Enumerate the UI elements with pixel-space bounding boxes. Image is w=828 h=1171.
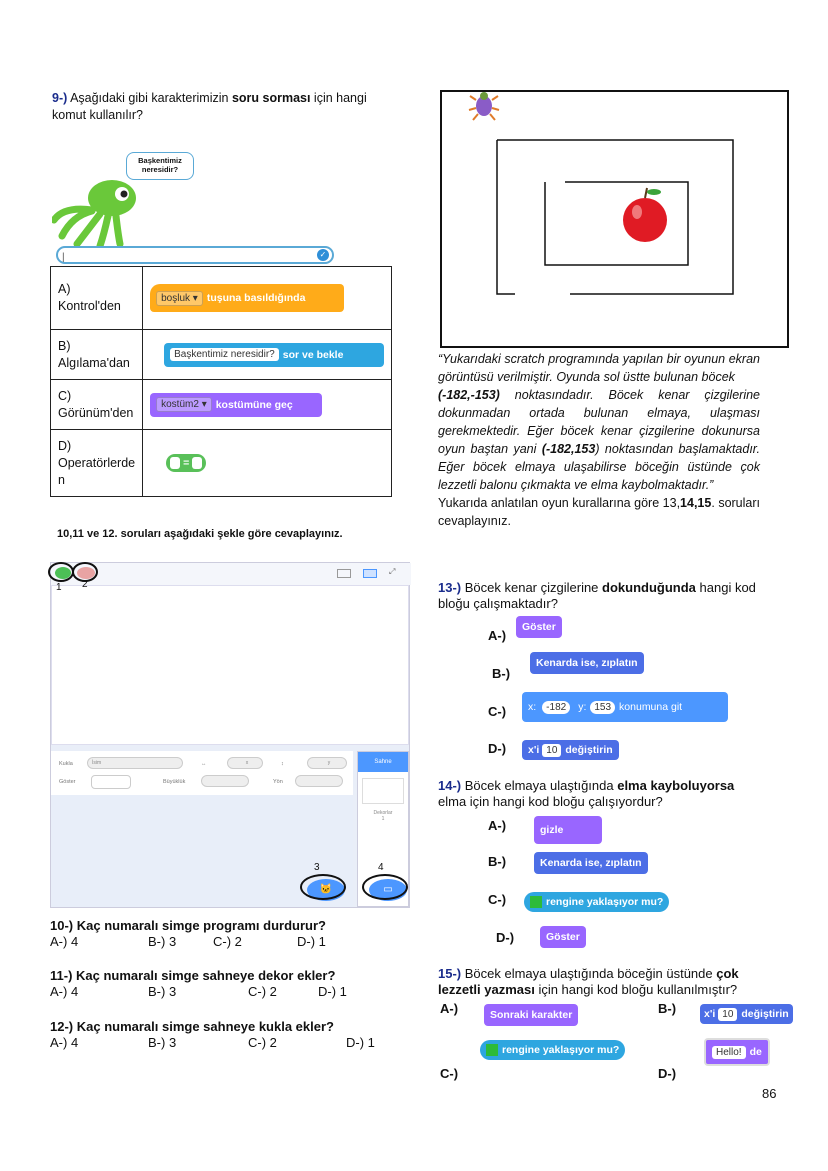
scratch-stage-screenshot: [50, 562, 410, 908]
q11-option-c[interactable]: C-) 2: [248, 984, 277, 999]
q12-option-c[interactable]: C-) 2: [248, 1035, 277, 1050]
q11-option-b[interactable]: B-) 3: [148, 984, 177, 999]
change-value[interactable]: 10: [718, 1008, 737, 1021]
q14-c-label: C-): [488, 892, 507, 907]
when-key-pressed-block[interactable]: [150, 284, 344, 312]
block-text: =: [183, 457, 190, 469]
marker-circle-3: [300, 874, 346, 900]
block-prefix: x'i: [704, 1008, 716, 1020]
marker-circle-1: [48, 562, 74, 582]
y-input[interactable]: y: [307, 757, 347, 769]
option-a-block-cell: [143, 267, 392, 330]
direction-input[interactable]: [295, 775, 343, 787]
marker-4: 4: [378, 862, 384, 873]
marker-circle-4: [362, 874, 408, 900]
speech-bubble: Başkentimiz neresidir?: [126, 152, 194, 180]
x-label: x:: [528, 701, 537, 713]
option-a-label: A) Kontrol'den: [51, 267, 143, 330]
show-block[interactable]: Göster: [516, 616, 562, 638]
section-title: 10,11 ve 12. soruları aşağıdaki şekle göre cevaplayınız.: [57, 528, 343, 540]
hide-block[interactable]: gizle: [534, 816, 602, 844]
q11-option-a[interactable]: A-) 4: [50, 984, 79, 999]
q11-option-d[interactable]: D-) 1: [318, 984, 347, 999]
stage-thumbnail[interactable]: [362, 778, 404, 804]
small-stage-icon[interactable]: [337, 569, 351, 578]
bounce-on-edge-block[interactable]: Kenarda ise, zıplatın: [534, 852, 648, 874]
direction-label: Yön: [273, 779, 283, 785]
q10-option-c[interactable]: C-) 2: [213, 934, 242, 949]
q14-a-label: A-): [488, 818, 507, 833]
y-label: y:: [578, 701, 587, 713]
option-c-label: C) Görünüm'den: [51, 380, 143, 430]
show-block[interactable]: Göster: [540, 926, 586, 948]
q12-option-b[interactable]: B-) 3: [148, 1035, 177, 1050]
option-b-label: B) Algılama'dan: [51, 330, 143, 380]
color-swatch[interactable]: [486, 1044, 498, 1056]
x-input[interactable]: x: [227, 757, 263, 769]
block-tail: değiştirin: [565, 744, 613, 756]
q9-question: 9-) Aşağıdaki gibi karakterimizin soru sorması için hangi komut kullanılır?: [52, 91, 367, 122]
option-d-block-cell: [143, 430, 392, 497]
q13-a-label: A-): [488, 628, 507, 643]
go-to-xy-block[interactable]: [522, 692, 728, 722]
y-arrows-icon: ↕: [281, 761, 284, 767]
q13-d-label: D-): [488, 741, 507, 756]
q12-option-a[interactable]: A-) 4: [50, 1035, 79, 1050]
game-description: “Yukarıdaki scratch programında yapılan bir oyunun ekran görüntüsü verilmiştir. Oyunda sol üstte bulunan böcek (-182,-153) noktasındadır. Böcek kenar çizgilerine dokunmadan ortada bulunan elmaya, ulaşması gerekmektedir. Eğer böcek kenar çizgilerine dokunursa oyun baştan yani (-182,153) noktasından başlamaktadır. Eğer böcek elmaya ulaşabilirse böceğin üstünde çok lezzetli balonu çıkmakta ve elma kaybolmaktadır.” Yukarıda anlatılan oyun kurallarına göre 13,14,15. soruları cevaplayınız.: [438, 352, 760, 528]
block-prefix: x'i: [528, 744, 540, 756]
color-swatch[interactable]: [530, 896, 542, 908]
q15-c-label: C-): [440, 1066, 459, 1081]
change-x-block[interactable]: [522, 740, 619, 760]
q15-a-label: A-): [440, 1001, 459, 1016]
change-value[interactable]: 10: [542, 744, 561, 757]
touching-color-block[interactable]: [524, 892, 669, 912]
check-icon[interactable]: ✓: [317, 249, 329, 261]
say-value[interactable]: Hello!: [712, 1046, 746, 1059]
block-text: rengine yaklaşıyor mu?: [502, 1044, 620, 1056]
change-x-block[interactable]: [700, 1004, 793, 1024]
next-costume-block[interactable]: Sonraki karakter: [484, 1004, 578, 1026]
x-value[interactable]: -182: [542, 701, 570, 714]
visibility-toggle[interactable]: [91, 775, 131, 789]
sprite-name-input[interactable]: İsim: [87, 757, 183, 769]
marker-1: 1: [56, 582, 62, 593]
q10-option-b[interactable]: B-) 3: [148, 934, 177, 949]
say-block[interactable]: [704, 1038, 770, 1066]
operand-right[interactable]: [192, 457, 202, 469]
block-tail: değiştirin: [741, 1008, 789, 1020]
normal-stage-icon[interactable]: [363, 569, 377, 578]
option-b-block-cell: [143, 330, 392, 380]
backdrops-label: Dekorlar: [373, 810, 393, 816]
show-label: Göster: [59, 779, 76, 785]
q11-question: 11-) Kaç numaralı simge sahneye dekor ekler?: [50, 968, 336, 983]
q9-options-table: [50, 266, 392, 497]
q10-option-a[interactable]: A-) 4: [50, 934, 79, 949]
block-text: rengine yaklaşıyor mu?: [546, 896, 664, 908]
q13-question: 13-) Böcek kenar çizgilerine dokunduğunda hangi kod bloğu çalışmaktadır?: [438, 580, 756, 611]
input-caret: |: [62, 252, 65, 263]
ask-and-wait-block[interactable]: [164, 343, 384, 367]
switch-costume-block[interactable]: [150, 393, 322, 417]
q13-c-label: C-): [488, 704, 507, 719]
block-text: kostümüne geç: [215, 398, 293, 411]
add-backdrop-icon[interactable]: ▭: [369, 879, 407, 901]
size-input[interactable]: [201, 775, 249, 787]
block-text: tuşuna basıldığında: [206, 292, 306, 304]
fullscreen-icon[interactable]: ⤢: [389, 567, 396, 576]
page-number: 86: [762, 1086, 777, 1101]
stage-header: [51, 563, 411, 585]
q12-question: 12-) Kaç numaralı simge sahneye kukla ekler?: [50, 1019, 334, 1034]
y-value[interactable]: 153: [590, 701, 615, 714]
q15-d-label: D-): [658, 1066, 677, 1081]
operand-left[interactable]: [170, 457, 180, 469]
octopus-character: [52, 176, 142, 248]
backdrops-count: 1: [381, 816, 385, 822]
costume-dropdown[interactable]: kostüm2 ▾: [156, 397, 212, 412]
q10-option-d[interactable]: D-) 1: [297, 934, 326, 949]
marker-3: 3: [314, 862, 320, 873]
x-arrows-icon: ↔: [201, 761, 207, 767]
ask-slot[interactable]: Başkentimiz neresidir?: [170, 348, 279, 361]
q15-question: 15-) Böcek elmaya ulaştığında böceğin üstünde çok lezzetli yazması için hangi kod bloğu kullanılmıştır?: [438, 966, 739, 997]
equals-operator-block[interactable]: [166, 454, 206, 472]
q14-b-label: B-): [488, 854, 507, 869]
q15-b-label: B-): [658, 1001, 677, 1016]
stage-panel-header: Sahne: [358, 752, 408, 772]
maze-outer-border: [441, 91, 788, 347]
size-label: Büyüklük: [163, 779, 186, 785]
maze-game-screenshot: [440, 90, 790, 350]
option-c-block-cell: [143, 380, 392, 430]
marker-2: 2: [82, 579, 88, 590]
option-d-label: D) Operatörlerde n: [51, 430, 143, 497]
stage-canvas[interactable]: [51, 585, 409, 745]
block-tail: de: [749, 1046, 762, 1058]
q12-option-d[interactable]: D-) 1: [346, 1035, 375, 1050]
sprite-info-panel: [51, 751, 353, 795]
block-text: sor ve bekle: [282, 348, 344, 361]
add-sprite-icon[interactable]: 🐱: [307, 879, 345, 901]
bounce-on-edge-block[interactable]: Kenarda ise, zıplatın: [530, 652, 644, 674]
q10-question: 10-) Kaç numaralı simge programı durdurur?: [50, 918, 326, 933]
answer-input[interactable]: [56, 246, 334, 264]
key-dropdown[interactable]: boşluk ▾: [156, 291, 203, 306]
touching-color-block[interactable]: [480, 1040, 625, 1060]
block-tail: konumuna git: [619, 701, 683, 713]
q13-b-label: B-): [492, 666, 511, 681]
q14-question: 14-) Böcek elmaya ulaştığında elma kayboluyorsa elma için hangi kod bloğu çalışıyordur?: [438, 778, 735, 809]
sprite-label: Kukla: [59, 761, 73, 767]
q14-d-label: D-): [496, 930, 515, 945]
